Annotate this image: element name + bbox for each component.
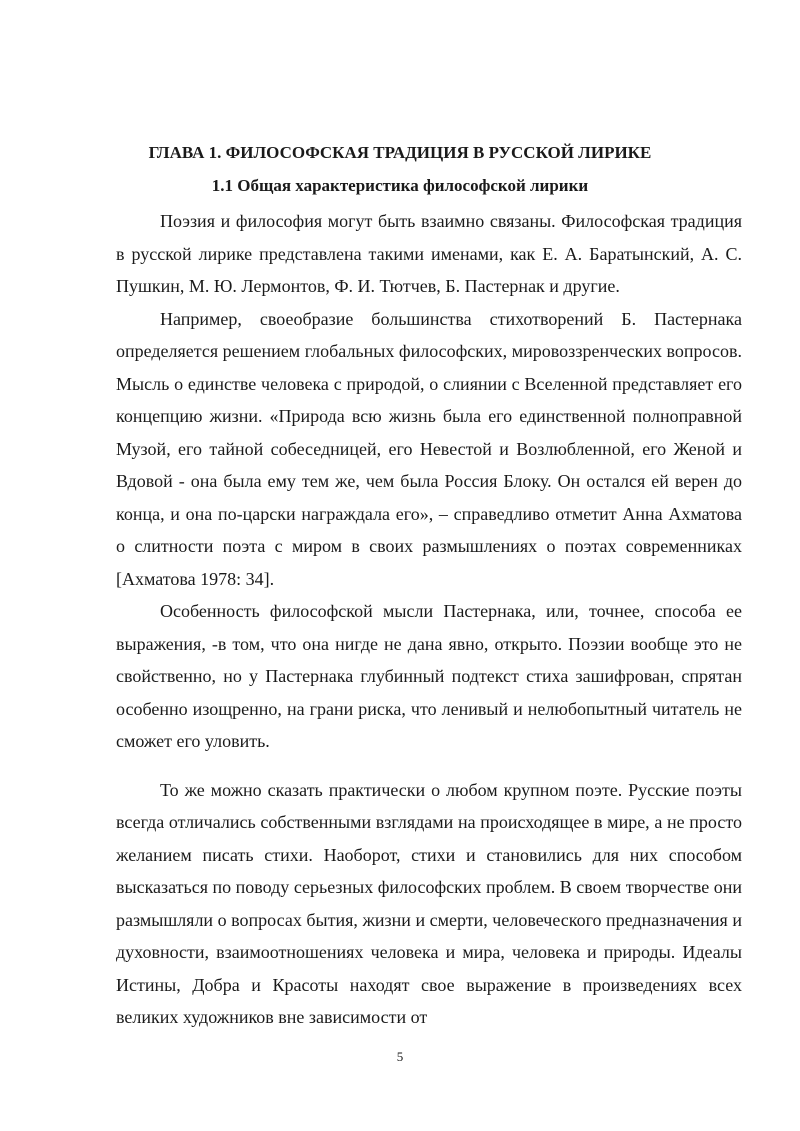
paragraph-1: Поэзия и философия могут быть взаимно связаны. Философская традиция в русской лирике представлена такими именами, как Е. А. Баратынский, А. С. Пушкин, М. Ю. Лермонтов, Ф. И. Тютчев, Б. Пастернак и другие.	[116, 211, 742, 296]
section-title: 1.1 Общая характеристика философской лирики	[211, 176, 589, 195]
paragraph-3: Особенность философской мысли Пастернака, или, точнее, способа ее выражения, -в том, что она нигде не дана явно, открыто. Поэзии вообще это не свойственно, но у Пастернака глубинный подтекст стиха зашифрован, спрятан особенно изощренно, на грани риска, что ленивый и нелюбопытный читатель не сможет его уловить.	[116, 601, 742, 751]
chapter-title: ГЛАВА 1. ФИЛОСОФСКАЯ ТРАДИЦИЯ В РУССКОЙ ЛИРИКЕ	[148, 143, 652, 162]
body-text	[116, 205, 742, 1034]
paragraph-4: То же можно сказать практически о любом крупном поэте. Русские поэты всегда отличались собственными взглядами на происходящее в мире, а не просто желанием писать стихи. Наоборот, стихи и становились для них способом высказаться по поводу серьезных философских проблем. В своем творчестве они размышляли о вопросах бытия, жизни и смерти, человеческого предназначения и духовности, взаимоотношениях человека и мира, человека и природы. Идеалы Истины, Добра и Красоты находят свое выражение в произведениях всех великих художников вне зависимости от	[116, 779, 742, 1027]
page-number: 5	[396, 1049, 404, 1064]
paragraph-2: Например, своеобразие большинства стихотворений Б. Пастернака определяется решением глобальных философских, мировоззренческих вопросов. Мысль о единстве человека с природой, о слиянии с Вселенной представляет его концепцию жизни. «Природа всю жизнь была его единственной полноправной Музой, его тайной собеседницей, его Невестой и Возлюбленной, его Женой и Вдовой - она была ему тем же, чем была Россия Блоку. Он остался ей верен до конца, и она по-царски награждала его», – справедливо отметит Анна Ахматова о слитности поэта с миром в своих размышлениях о поэтах современниках [Ахматова 1978: 34].	[116, 308, 742, 589]
